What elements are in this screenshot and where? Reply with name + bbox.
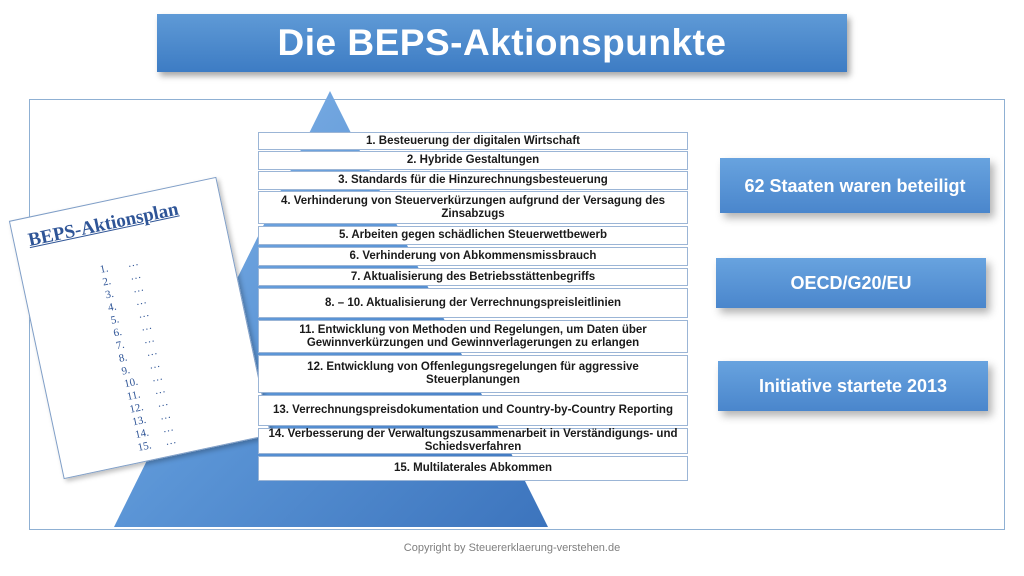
action-plan-number: 1. [98,262,110,276]
action-item: 2. Hybride Gestaltungen [258,151,688,170]
action-item: 13. Verrechnungspreisdokumentation und Country-by-Country Reporting [258,395,688,426]
action-plan-number: 4. [106,300,118,315]
action-plan-ellipsis: … [126,256,140,271]
initiative-start-box: Initiative startete 2013 [718,361,988,411]
action-plan-ellipsis: … [128,268,143,283]
action-plan-number: 14. [133,426,150,442]
action-plan-ellipsis: … [155,395,170,410]
action-plan-ellipsis: … [145,345,159,360]
action-plan-ellipsis: … [164,434,178,449]
action-plan-number: 13. [131,413,148,429]
action-item: 3. Standards für die Hinzurechnungsbesteuerung [258,171,688,190]
copyright-text: Copyright by Steuererklaerung-verstehen.de [403,542,621,554]
action-plan-number: 6. [112,326,123,340]
page-title: Die BEPS-Aktionspunkte [277,22,727,63]
action-item: 1. Besteuerung der digitalen Wirtschaft [258,132,688,150]
action-plan-number: 5. [109,313,121,327]
action-plan-number: 9. [120,364,132,378]
action-item: 6. Verhinderung von Abkommensmissbrauch [258,247,688,266]
action-plan-ellipsis: … [161,421,175,436]
action-plan-ellipsis: … [150,370,164,385]
action-plan-number: 10. [123,375,140,391]
action-item: 14. Verbesserung der Verwaltungszusammenarbeit in Verständigungs- und Schiedsverfahren [258,428,688,454]
action-plan-ellipsis: … [137,306,151,321]
action-plan-ellipsis: … [158,408,172,423]
action-item: 5. Arbeiten gegen schädlichen Steuerwettbewerb [258,226,688,245]
action-plan-number: 2. [101,275,113,289]
action-item: 4. Verhinderung von Steuerverkürzungen aufgrund der Versagung des Zinsabzugs [258,191,688,224]
action-plan-number: 15. [136,439,153,454]
action-plan-ellipsis: … [139,319,153,334]
action-item: 7. Aktualisierung des Betriebsstättenbegriffs [258,268,688,286]
action-plan-number: 11. [125,388,142,404]
action-item: 15. Multilaterales Abkommen [258,456,688,481]
action-plan-ellipsis: … [153,383,167,398]
action-plan-ellipsis: … [134,294,148,309]
action-plan-number: 12. [128,401,145,416]
action-plan-list [99,256,178,455]
states-participated-box: 62 Staaten waren beteiligt [720,158,990,213]
action-plan-ellipsis: … [147,357,162,372]
action-plan-ellipsis: … [131,281,145,296]
action-plan-title: BEPS-Aktionsplan [26,198,181,252]
action-plan-number: 8. [117,351,129,365]
action-item: 8. – 10. Aktualisierung der Verrechnungspreisleitlinien [258,288,688,318]
action-item: 12. Entwicklung von Offenlegungsregelungen für aggressive Steuerplanungen [258,355,688,393]
action-plan-number: 3. [104,287,115,302]
action-plan-ellipsis: … [142,332,156,347]
action-plan-number: 7. [115,338,126,353]
action-item: 11. Entwicklung von Methoden und Regelungen, um Daten über Gewinnverkürzungen und Gewinnverlagerungen zu erlangen [258,320,688,353]
oecd-g20-eu-box: OECD/G20/EU [716,258,986,308]
